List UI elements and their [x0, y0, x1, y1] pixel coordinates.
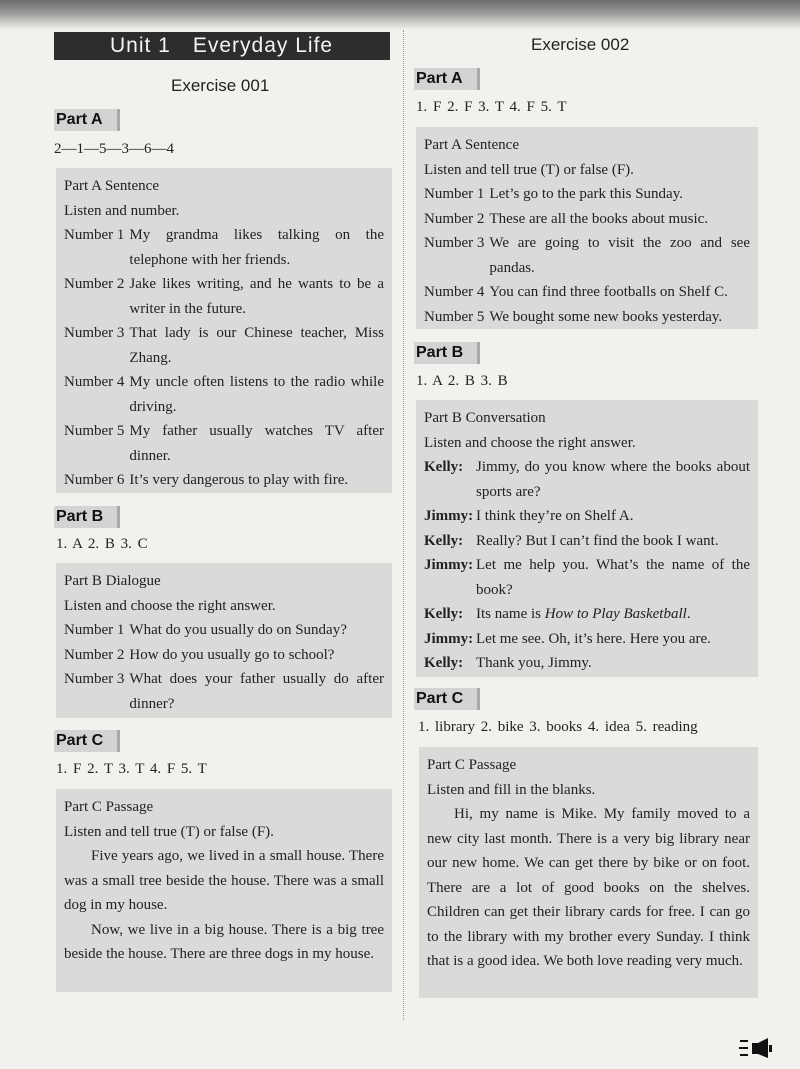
sentence-number: Number 3 — [424, 235, 485, 251]
sentence-number: Number 4 — [424, 284, 485, 300]
script-sentence — [64, 370, 384, 419]
script-instruction: Listen and choose the right answer. — [64, 597, 276, 614]
script-sentence — [64, 223, 384, 272]
dialogue-text: Really? But I can’t find the book I want. — [476, 532, 719, 549]
part-a-tag: Part A — [54, 109, 120, 131]
part-c-answers: 1. F 2. T 3. T 4. F 5. T — [56, 761, 207, 777]
column-divider — [403, 30, 404, 1020]
script-sentence — [64, 272, 384, 321]
speaker-name: Jimmy: — [424, 508, 474, 524]
sentence-number: Number 3 — [64, 325, 125, 341]
script-question — [64, 643, 384, 668]
script-question — [64, 667, 384, 716]
sentence-text: You can find three footballs on Shelf C. — [489, 284, 728, 300]
sentence-number: Number 2 — [64, 276, 125, 292]
sentence-text: We are going to visit the zoo and see pandas. — [489, 235, 750, 276]
part-c-passage-box — [419, 747, 758, 998]
script-instruction: Listen and tell true (T) or false (F). — [424, 161, 634, 178]
dialogue-line — [424, 529, 750, 554]
passage-paragraph: Hi, my name is Mike. My family moved to a new city last month. There is a very big library near our new home. We can get there by bike or on foot. There are a lot of good books on the shelves. Children can get their library cards for free. I can go to the library with my brother every Sunday. I think that is a good idea. We both love reading very much. — [427, 806, 750, 969]
dialogue-text: Thank you, Jimmy. — [476, 655, 592, 671]
dialogue-line — [424, 602, 750, 627]
script-heading: Part A Sentence — [424, 137, 519, 153]
part-a-script-box — [416, 127, 758, 329]
sentence-text: We bought some new books yesterday. — [489, 308, 723, 325]
sentence-text: These are all the books about music. — [489, 210, 709, 227]
dialogue-line — [424, 504, 750, 529]
passage-instruction: Listen and fill in the blanks. — [427, 781, 596, 798]
dialogue-line — [424, 627, 750, 652]
sentence-text: That lady is our Chinese teacher, Miss Zhang. — [129, 325, 384, 366]
sentence-number: Number 1 — [424, 186, 485, 202]
dialogue-text: Jimmy, do you know where the books about sports are? — [476, 459, 750, 500]
script-sentence — [424, 305, 750, 330]
speaker-name: Kelly: — [424, 655, 464, 671]
megaphone-icon — [738, 1036, 778, 1060]
question-text: What does your father usually do after dinner? — [129, 671, 384, 712]
sentence-text: My uncle often listens to the radio while driving. — [129, 374, 384, 415]
passage-heading: Part C Passage — [64, 799, 154, 815]
question-text: How do you usually go to school? — [129, 646, 335, 663]
question-number: Number 2 — [64, 646, 125, 663]
script-sentence — [64, 321, 384, 370]
part-a-answers: 1. F 2. F 3. T 4. F 5. T — [416, 99, 567, 115]
exercise-title-001: Exercise 001 — [171, 76, 270, 95]
passage-instruction: Listen and tell true (T) or false (F). — [64, 823, 274, 840]
dialogue-line — [424, 553, 750, 602]
script-sentence — [64, 419, 384, 468]
speaker-name: Kelly: — [424, 532, 464, 549]
dialogue-text: Let me help you. What’s the name of the book? — [476, 557, 750, 598]
part-b-tag: Part B — [414, 342, 480, 364]
dialogue-line — [424, 651, 750, 676]
passage-paragraph: Five years ago, we lived in a small house. There was a small tree beside the house. There was a small dog in my house. — [64, 848, 384, 913]
part-b-answers: 1. A 2. B 3. C — [56, 536, 148, 552]
exercise-title-002: Exercise 002 — [531, 35, 630, 54]
conversation-instruction: Listen and choose the right answer. — [424, 434, 636, 451]
script-sentence — [64, 468, 384, 493]
sentence-text: My grandma likes talking on the telephone with her friends. — [129, 227, 384, 268]
speaker-name: Jimmy: — [424, 630, 474, 647]
conversation-heading: Part B Conversation — [424, 410, 546, 426]
sentence-text: Jake likes writing, and he wants to be a writer in the future. — [129, 276, 384, 317]
script-heading: Part B Dialogue — [64, 573, 161, 589]
sentence-number: Number 4 — [64, 374, 125, 390]
unit-title-bar — [54, 32, 390, 60]
question-number: Number 3 — [64, 671, 125, 687]
sentence-text: Let’s go to the park this Sunday. — [489, 186, 683, 202]
question-number: Number 1 — [64, 622, 125, 638]
part-a-tag: Part A — [414, 68, 480, 90]
passage-paragraph: Now, we live in a big house. There is a big tree beside the house. There are three dogs in my house. — [64, 921, 384, 962]
speaker-name: Kelly: — [424, 459, 464, 475]
part-c-passage-box — [56, 789, 392, 992]
sentence-text: My father usually watches TV after dinner. — [129, 423, 384, 464]
script-instruction: Listen and number. — [64, 202, 180, 219]
sentence-number: Number 6 — [64, 472, 125, 488]
part-c-tag: Part C — [54, 730, 120, 752]
unit-number: Unit 1 — [110, 34, 171, 57]
speaker-name: Jimmy: — [424, 557, 474, 573]
part-c-answers: 1. library 2. bike 3. books 4. idea 5. reading — [418, 719, 698, 735]
dialogue-text: I think they’re on Shelf A. — [476, 508, 634, 524]
part-b-conversation-box — [416, 400, 758, 677]
passage-heading: Part C Passage — [427, 757, 517, 773]
part-b-answers: 1. A 2. B 3. B — [416, 373, 508, 389]
dialogue-text: Let me see. Oh, it’s here. Here you are. — [476, 630, 711, 647]
sentence-number: Number 5 — [64, 423, 125, 439]
speaker-name: Kelly: — [424, 606, 464, 622]
script-heading: Part A Sentence — [64, 178, 159, 194]
sentence-number: Number 5 — [424, 308, 485, 325]
sentence-text: It’s very dangerous to play with fire. — [129, 472, 349, 488]
sentence-number: Number 2 — [424, 210, 485, 227]
dialogue-text — [476, 602, 691, 627]
sentence-number: Number 1 — [64, 227, 125, 243]
book-title: How to Play Basketball — [544, 606, 687, 622]
script-sentence — [424, 207, 750, 232]
part-b-script-box — [56, 563, 392, 718]
question-text: What do you usually do on Sunday? — [129, 622, 347, 638]
part-b-tag: Part B — [54, 506, 120, 528]
dialogue-line — [424, 455, 750, 504]
script-sentence — [424, 231, 750, 280]
script-sentence — [424, 280, 750, 305]
dialogue-text-start: Its name is — [476, 606, 545, 622]
part-a-script-box — [56, 168, 392, 493]
unit-topic: Everyday Life — [192, 34, 334, 57]
dialogue-text-end: . — [686, 606, 691, 622]
page-top-strip — [0, 0, 800, 30]
part-c-tag: Part C — [414, 688, 480, 710]
script-question — [64, 618, 384, 643]
part-a-answers: 2—1—5—3—6—4 — [54, 141, 174, 157]
script-sentence — [424, 182, 750, 207]
